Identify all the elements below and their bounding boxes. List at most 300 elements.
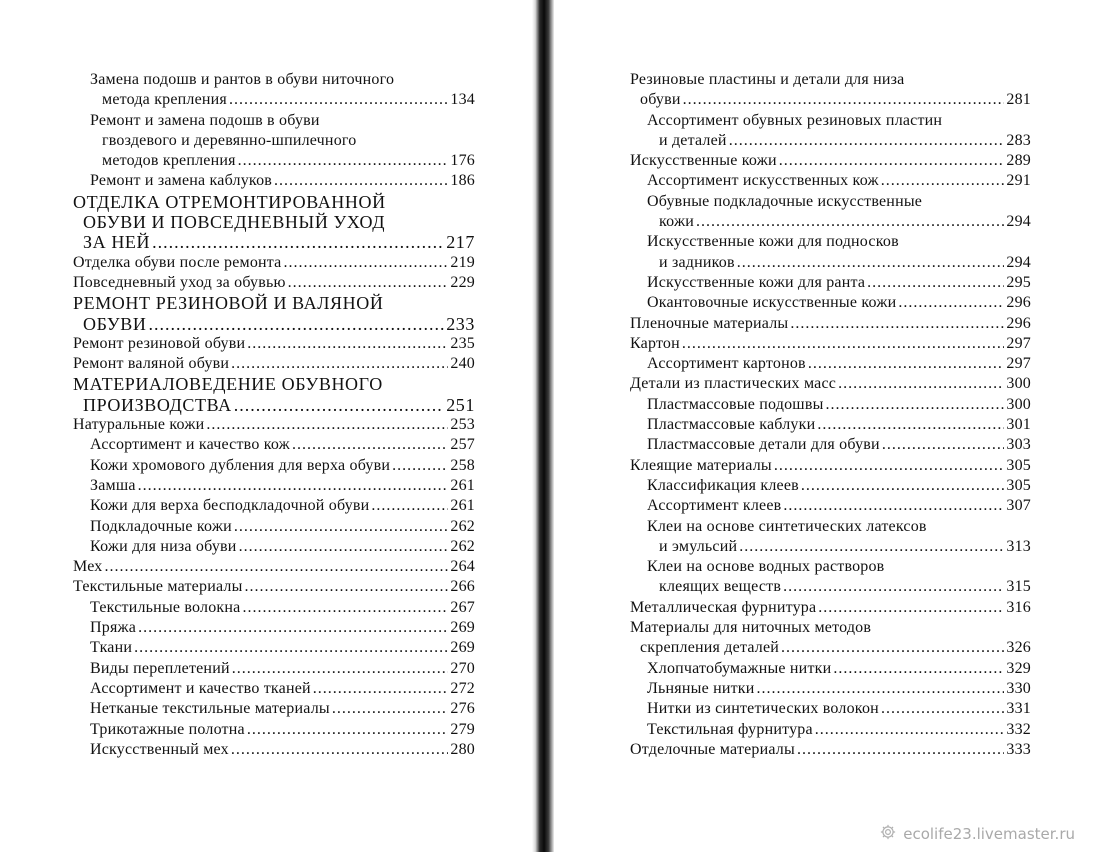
book-spine-shadow (532, 0, 554, 852)
toc-entry (73, 273, 475, 293)
toc-entry-title: Обувные подкладочные искусственные (647, 192, 923, 210)
toc-line (73, 212, 475, 232)
toc-page-number: 176 (450, 152, 475, 170)
toc-entry-title: скрепления деталей (640, 639, 780, 657)
toc-entry-title: Искусственные кожи для ранта (647, 273, 866, 291)
dot-leader (206, 415, 448, 435)
toc-line (73, 232, 475, 252)
toc-entry-title: ЗА НЕЙ (83, 232, 151, 253)
toc-line (73, 638, 475, 658)
dot-leader (867, 273, 1004, 293)
toc-entry-title: Кожи хромового дубления для верха обуви (90, 456, 391, 474)
toc-line (630, 679, 1031, 699)
toc-entry (630, 151, 1031, 171)
toc-line (630, 70, 1031, 90)
toc-entry (73, 334, 475, 354)
toc-entry-title: Картон (630, 334, 680, 352)
toc-page-number: 134 (450, 91, 475, 109)
toc-entry-title: Искусственные кожи (630, 152, 777, 170)
dot-leader (247, 720, 449, 740)
dot-leader (729, 131, 1005, 151)
toc-line (630, 232, 1031, 252)
toc-entry-title: Пластмассовые подошвы (647, 395, 824, 413)
dot-leader (138, 618, 448, 638)
toc-entry-title: Материалы для ниточных методов (630, 619, 872, 637)
toc-page-number: 303 (1006, 436, 1031, 454)
toc-subentry (630, 232, 1031, 273)
toc-entry-title: Мех (73, 558, 103, 576)
toc-page-number: 264 (450, 558, 475, 576)
toc-page-number: 257 (450, 436, 475, 454)
toc-line (73, 476, 475, 496)
dot-leader (292, 435, 448, 455)
dot-leader (797, 740, 1004, 760)
dot-leader (234, 517, 449, 537)
toc-subentry (630, 415, 1031, 435)
toc-entry (630, 618, 1031, 659)
toc-line (73, 131, 475, 151)
toc-line (630, 90, 1031, 110)
toc-page-number: 258 (450, 456, 475, 474)
toc-line (73, 435, 475, 455)
toc-page-number: 240 (450, 355, 475, 373)
toc-page-number: 316 (1006, 598, 1031, 616)
toc-subentry (630, 192, 1031, 233)
toc-line (73, 253, 475, 273)
toc-subentry (630, 273, 1031, 293)
dot-leader (245, 577, 449, 597)
watermark-text: ecolife23.livemaster.ru (903, 825, 1075, 843)
toc-page-number: 301 (1006, 416, 1031, 434)
toc-page-number: 235 (450, 334, 475, 352)
dot-leader (392, 456, 448, 476)
toc-line (630, 293, 1031, 313)
dot-leader (134, 638, 448, 658)
toc-line (73, 111, 475, 131)
toc-page-number: 297 (1006, 334, 1031, 352)
toc-entry (73, 354, 475, 374)
toc-page-number: 296 (1006, 314, 1031, 332)
toc-page-number: 294 (1006, 213, 1031, 231)
dot-leader (898, 293, 1004, 313)
dot-leader (815, 720, 1005, 740)
toc-entry-title: Ремонт и замена подошв в обуви (90, 111, 320, 129)
toc-subentry (630, 293, 1031, 313)
toc-page-number: 262 (450, 517, 475, 535)
toc-subentry (73, 435, 475, 455)
toc-entry-title: Трикотажные полотна (90, 720, 245, 738)
toc-entry (630, 374, 1031, 394)
toc-entry-title: Натуральные кожи (73, 416, 205, 434)
toc-entry-title: Ассортимент картонов (647, 355, 806, 373)
toc-entry-title: и деталей (659, 131, 727, 149)
dot-leader (313, 679, 449, 699)
toc-line (630, 314, 1031, 334)
toc-entry-title: Детали из пластических масс (630, 375, 837, 393)
dot-leader (696, 212, 1004, 232)
toc-subentry (73, 171, 475, 191)
toc-entry (630, 314, 1031, 334)
toc-line (630, 699, 1031, 719)
toc-section-heading (73, 293, 475, 334)
toc-page-number: 329 (1006, 659, 1031, 677)
dot-leader (274, 171, 448, 191)
toc-line (630, 354, 1031, 374)
dot-leader (238, 151, 449, 171)
dot-leader (683, 90, 1005, 110)
toc-line (73, 679, 475, 699)
toc-entry-title: Льняные нитки (647, 679, 755, 697)
toc-line (73, 598, 475, 618)
toc-subentry (630, 720, 1031, 740)
toc-entry (630, 598, 1031, 618)
toc-page-number: 280 (450, 740, 475, 758)
toc-page-number: 300 (1006, 395, 1031, 413)
dot-leader (757, 679, 1005, 699)
toc-line (73, 374, 475, 394)
dot-leader (283, 253, 448, 273)
toc-line (73, 496, 475, 516)
toc-subentry (630, 476, 1031, 496)
toc-entry (630, 456, 1031, 476)
toc-right-page (630, 70, 1031, 760)
toc-entry-title: ОБУВИ И ПОВСЕДНЕВНЫЙ УХОД (83, 212, 386, 233)
toc-line (630, 537, 1031, 557)
toc-subentry (630, 435, 1031, 455)
toc-page-number: 233 (446, 313, 475, 334)
toc-entry-title: Ассортимент клеев (647, 497, 782, 515)
toc-page-number: 281 (1006, 91, 1031, 109)
toc-subentry (73, 476, 475, 496)
toc-page-number: 272 (450, 679, 475, 697)
toc-line (73, 618, 475, 638)
toc-page-number: 297 (1006, 355, 1031, 373)
toc-subentry (73, 618, 475, 638)
toc-page-number: 333 (1006, 740, 1031, 758)
toc-line (630, 720, 1031, 740)
toc-page-number: 276 (450, 700, 475, 718)
toc-entry-title: метода крепления (102, 91, 227, 109)
toc-page-number: 305 (1006, 456, 1031, 474)
toc-entry-title: Ремонт валяной обуви (73, 355, 230, 373)
toc-line (73, 395, 475, 415)
toc-entry-title: Ассортимент и качество кож (90, 436, 290, 454)
toc-entry (73, 577, 475, 597)
dot-leader (779, 151, 1005, 171)
toc-page-number: 186 (450, 172, 475, 190)
toc-page-number: 305 (1006, 476, 1031, 494)
toc-page-number: 262 (450, 537, 475, 555)
toc-line (73, 699, 475, 719)
toc-entry-title: МАТЕРИАЛОВЕДЕНИЕ ОБУВНОГО (73, 374, 383, 395)
toc-subentry (73, 517, 475, 537)
dot-leader (881, 171, 1005, 191)
toc-entry (73, 253, 475, 273)
toc-page-number: 291 (1006, 172, 1031, 190)
toc-entry-title: Текстильные материалы (73, 578, 243, 596)
toc-entry-title: клеящих веществ (659, 578, 782, 596)
toc-page-number: 217 (446, 232, 475, 253)
dot-leader (818, 598, 1004, 618)
dot-leader (682, 334, 1004, 354)
toc-entry-title: Окантовочные искусственные кожи (647, 294, 897, 312)
toc-entry-title: обуви (640, 91, 681, 109)
toc-entry-title: Нетканые текстильные материалы (90, 700, 330, 718)
dot-leader (234, 395, 444, 415)
toc-entry-title: Кожи для низа обуви (90, 537, 237, 555)
toc-section-heading (73, 374, 475, 415)
dot-leader (242, 598, 448, 618)
toc-entry-title: гвоздевого и деревянно-шпилечного (102, 131, 357, 149)
toc-entry-title: Замена подошв и рантов в обуви ниточного (90, 71, 395, 88)
dot-leader (739, 537, 1004, 557)
toc-line (73, 456, 475, 476)
toc-entry-title: Ремонт резиновой обуви (73, 334, 246, 352)
toc-page-number: 300 (1006, 375, 1031, 393)
toc-subentry (630, 557, 1031, 598)
toc-line (73, 293, 475, 313)
toc-line (630, 740, 1031, 760)
toc-line (73, 314, 475, 334)
toc-line (73, 192, 475, 212)
toc-page-number: 313 (1006, 537, 1031, 555)
toc-subentry (630, 659, 1031, 679)
toc-page-number: 251 (446, 394, 475, 415)
dot-leader (817, 415, 1004, 435)
toc-page-number: 269 (450, 639, 475, 657)
toc-entry-title: Виды переплетений (90, 659, 230, 677)
toc-subentry (630, 111, 1031, 152)
toc-entry (73, 415, 475, 435)
dot-leader (881, 699, 1004, 719)
toc-line (630, 557, 1031, 577)
toc-page-number: 283 (1006, 131, 1031, 149)
gear-icon (879, 823, 897, 845)
toc-entry-title: методов крепления (102, 152, 236, 170)
toc-subentry (630, 699, 1031, 719)
toc-page-number: 307 (1006, 497, 1031, 515)
dot-leader (232, 659, 449, 679)
dot-leader (239, 537, 449, 557)
dot-leader (288, 273, 449, 293)
toc-entry-title: Хлопчатобумажные нитки (647, 659, 832, 677)
dot-leader (882, 435, 1005, 455)
toc-entry-title: и задников (659, 253, 735, 271)
toc-entry-title: Подкладочные кожи (90, 517, 232, 535)
toc-line (630, 171, 1031, 191)
toc-section-heading (73, 192, 475, 253)
toc-subentry (73, 699, 475, 719)
toc-entry-title: Текстильная фурнитура (647, 720, 813, 738)
toc-entry-title: Искусственные кожи для подносков (647, 233, 899, 251)
toc-line (73, 334, 475, 354)
toc-page-number: 279 (450, 720, 475, 738)
toc-subentry (73, 496, 475, 516)
toc-subentry (630, 679, 1031, 699)
dot-leader (152, 232, 444, 252)
toc-entry (630, 70, 1031, 111)
toc-entry-title: Текстильные волокна (90, 598, 241, 616)
toc-entry (630, 334, 1031, 354)
toc-left-page (73, 70, 475, 760)
dot-leader (790, 314, 1004, 334)
toc-entry-title: Клеи на основе синтетических латексов (647, 517, 927, 535)
toc-line (73, 90, 475, 110)
toc-line (73, 537, 475, 557)
toc-entry-title: ОТДЕЛКА ОТРЕМОНТИРОВАННОЙ (73, 191, 386, 212)
toc-page-number: 270 (450, 659, 475, 677)
toc-entry-title: Отделочные материалы (630, 740, 795, 758)
toc-page-number: 253 (450, 416, 475, 434)
toc-line (630, 374, 1031, 394)
toc-entry-title: Металлическая фурнитура (630, 598, 817, 616)
toc-line (630, 151, 1031, 171)
toc-line (630, 638, 1031, 658)
toc-line (630, 415, 1031, 435)
toc-line (73, 273, 475, 293)
toc-page-number: 219 (450, 253, 475, 271)
toc-entry-title: Нитки из синтетических волокон (647, 700, 879, 718)
toc-entry-title: Искусственный мех (90, 740, 229, 758)
toc-subentry (630, 395, 1031, 415)
toc-subentry (73, 638, 475, 658)
dot-leader (783, 496, 1004, 516)
toc-line (73, 517, 475, 537)
toc-subentry (73, 456, 475, 476)
toc-line (630, 476, 1031, 496)
toc-line (630, 395, 1031, 415)
dot-leader (231, 740, 449, 760)
toc-line (630, 192, 1031, 212)
toc-entry-title: Пленочные материалы (630, 314, 789, 332)
toc-entry-title: Кожи для верха бесподкладочной обуви (90, 497, 370, 515)
toc-entry-title: Пластмассовые детали для обуви (647, 436, 880, 454)
toc-page-number: 326 (1006, 639, 1031, 657)
toc-line (630, 334, 1031, 354)
toc-entry-title: и эмульсий (659, 537, 738, 555)
dot-leader (774, 456, 1005, 476)
dot-leader (737, 253, 1005, 273)
toc-entry-title: Ткани (90, 639, 133, 657)
toc-entry-title: Ассортимент и качество тканей (90, 679, 311, 697)
toc-subentry (73, 537, 475, 557)
toc-entry-title: Клеящие материалы (630, 456, 772, 474)
toc-page-number: 267 (450, 598, 475, 616)
toc-subentry (73, 598, 475, 618)
toc-page-number: 261 (450, 497, 475, 515)
dot-leader (231, 354, 448, 374)
toc-entry-title: кожи (659, 213, 694, 231)
toc-line (630, 577, 1031, 597)
toc-entry-title: Пластмассовые каблуки (647, 416, 816, 434)
toc-line (630, 517, 1031, 537)
toc-line (73, 740, 475, 760)
toc-page-number: 229 (450, 273, 475, 291)
toc-line (630, 435, 1031, 455)
toc-line (630, 598, 1031, 618)
dot-leader (783, 577, 1004, 597)
toc-page-number: 332 (1006, 720, 1031, 738)
toc-page-number: 295 (1006, 273, 1031, 291)
dot-leader (833, 659, 1004, 679)
toc-entry-title: Резиновые пластины и детали для низа (630, 71, 905, 88)
toc-page-number: 296 (1006, 294, 1031, 312)
dot-leader (838, 374, 1004, 394)
watermark (879, 823, 1075, 845)
toc-subentry (73, 720, 475, 740)
toc-line (630, 456, 1031, 476)
toc-line (630, 659, 1031, 679)
toc-line (73, 70, 475, 90)
toc-line (73, 171, 475, 191)
dot-leader (247, 334, 448, 354)
toc-line (630, 618, 1031, 638)
dot-leader (826, 395, 1005, 415)
dot-leader (332, 699, 449, 719)
toc-subentry (630, 354, 1031, 374)
toc-page-number: 331 (1006, 700, 1031, 718)
toc-entry (73, 557, 475, 577)
toc-page-number: 289 (1006, 152, 1031, 170)
dot-leader (148, 314, 444, 334)
toc-entry-title: РЕМОНТ РЕЗИНОВОЙ И ВАЛЯНОЙ (73, 293, 384, 314)
toc-subentry (73, 740, 475, 760)
dot-leader (781, 638, 1004, 658)
toc-line (73, 557, 475, 577)
toc-entry-title: ОБУВИ (83, 313, 147, 334)
toc-line (630, 253, 1031, 273)
toc-subentry (73, 111, 475, 172)
toc-entry-title: Ремонт и замена каблуков (90, 172, 273, 190)
toc-entry-title: Повседневный уход за обувью (73, 273, 286, 291)
toc-subentry (630, 496, 1031, 516)
toc-subentry (73, 659, 475, 679)
toc-line (630, 212, 1031, 232)
toc-entry-title: ПРОИЗВОДСТВА (83, 394, 232, 415)
dot-leader (371, 496, 448, 516)
toc-page-number: 294 (1006, 253, 1031, 271)
toc-subentry (630, 517, 1031, 558)
toc-line (73, 354, 475, 374)
toc-page-number: 269 (450, 619, 475, 637)
toc-line (73, 720, 475, 740)
dot-leader (801, 476, 1005, 496)
dot-leader (105, 557, 449, 577)
toc-entry-title: Ассортимент искусственных кож (647, 172, 879, 190)
toc-page-number: 315 (1006, 578, 1031, 596)
toc-page-number: 266 (450, 578, 475, 596)
toc-entry-title: Замша (90, 476, 136, 494)
toc-page-number: 261 (450, 476, 475, 494)
toc-page-number: 330 (1006, 679, 1031, 697)
dot-leader (808, 354, 1005, 374)
toc-entry-title: Классификация клеев (647, 476, 799, 494)
toc-subentry (630, 171, 1031, 191)
toc-entry-title: Пряжа (90, 619, 137, 637)
toc-line (73, 415, 475, 435)
dot-leader (229, 90, 448, 110)
toc-subentry (73, 70, 475, 111)
toc-line (630, 273, 1031, 293)
toc-line (630, 131, 1031, 151)
toc-line (630, 496, 1031, 516)
toc-line (630, 111, 1031, 131)
toc-subentry (73, 679, 475, 699)
toc-entry-title: Клеи на основе водных растворов (647, 558, 885, 576)
toc-line (73, 659, 475, 679)
toc-entry-title: Отделка обуви после ремонта (73, 253, 282, 271)
toc-line (73, 151, 475, 171)
